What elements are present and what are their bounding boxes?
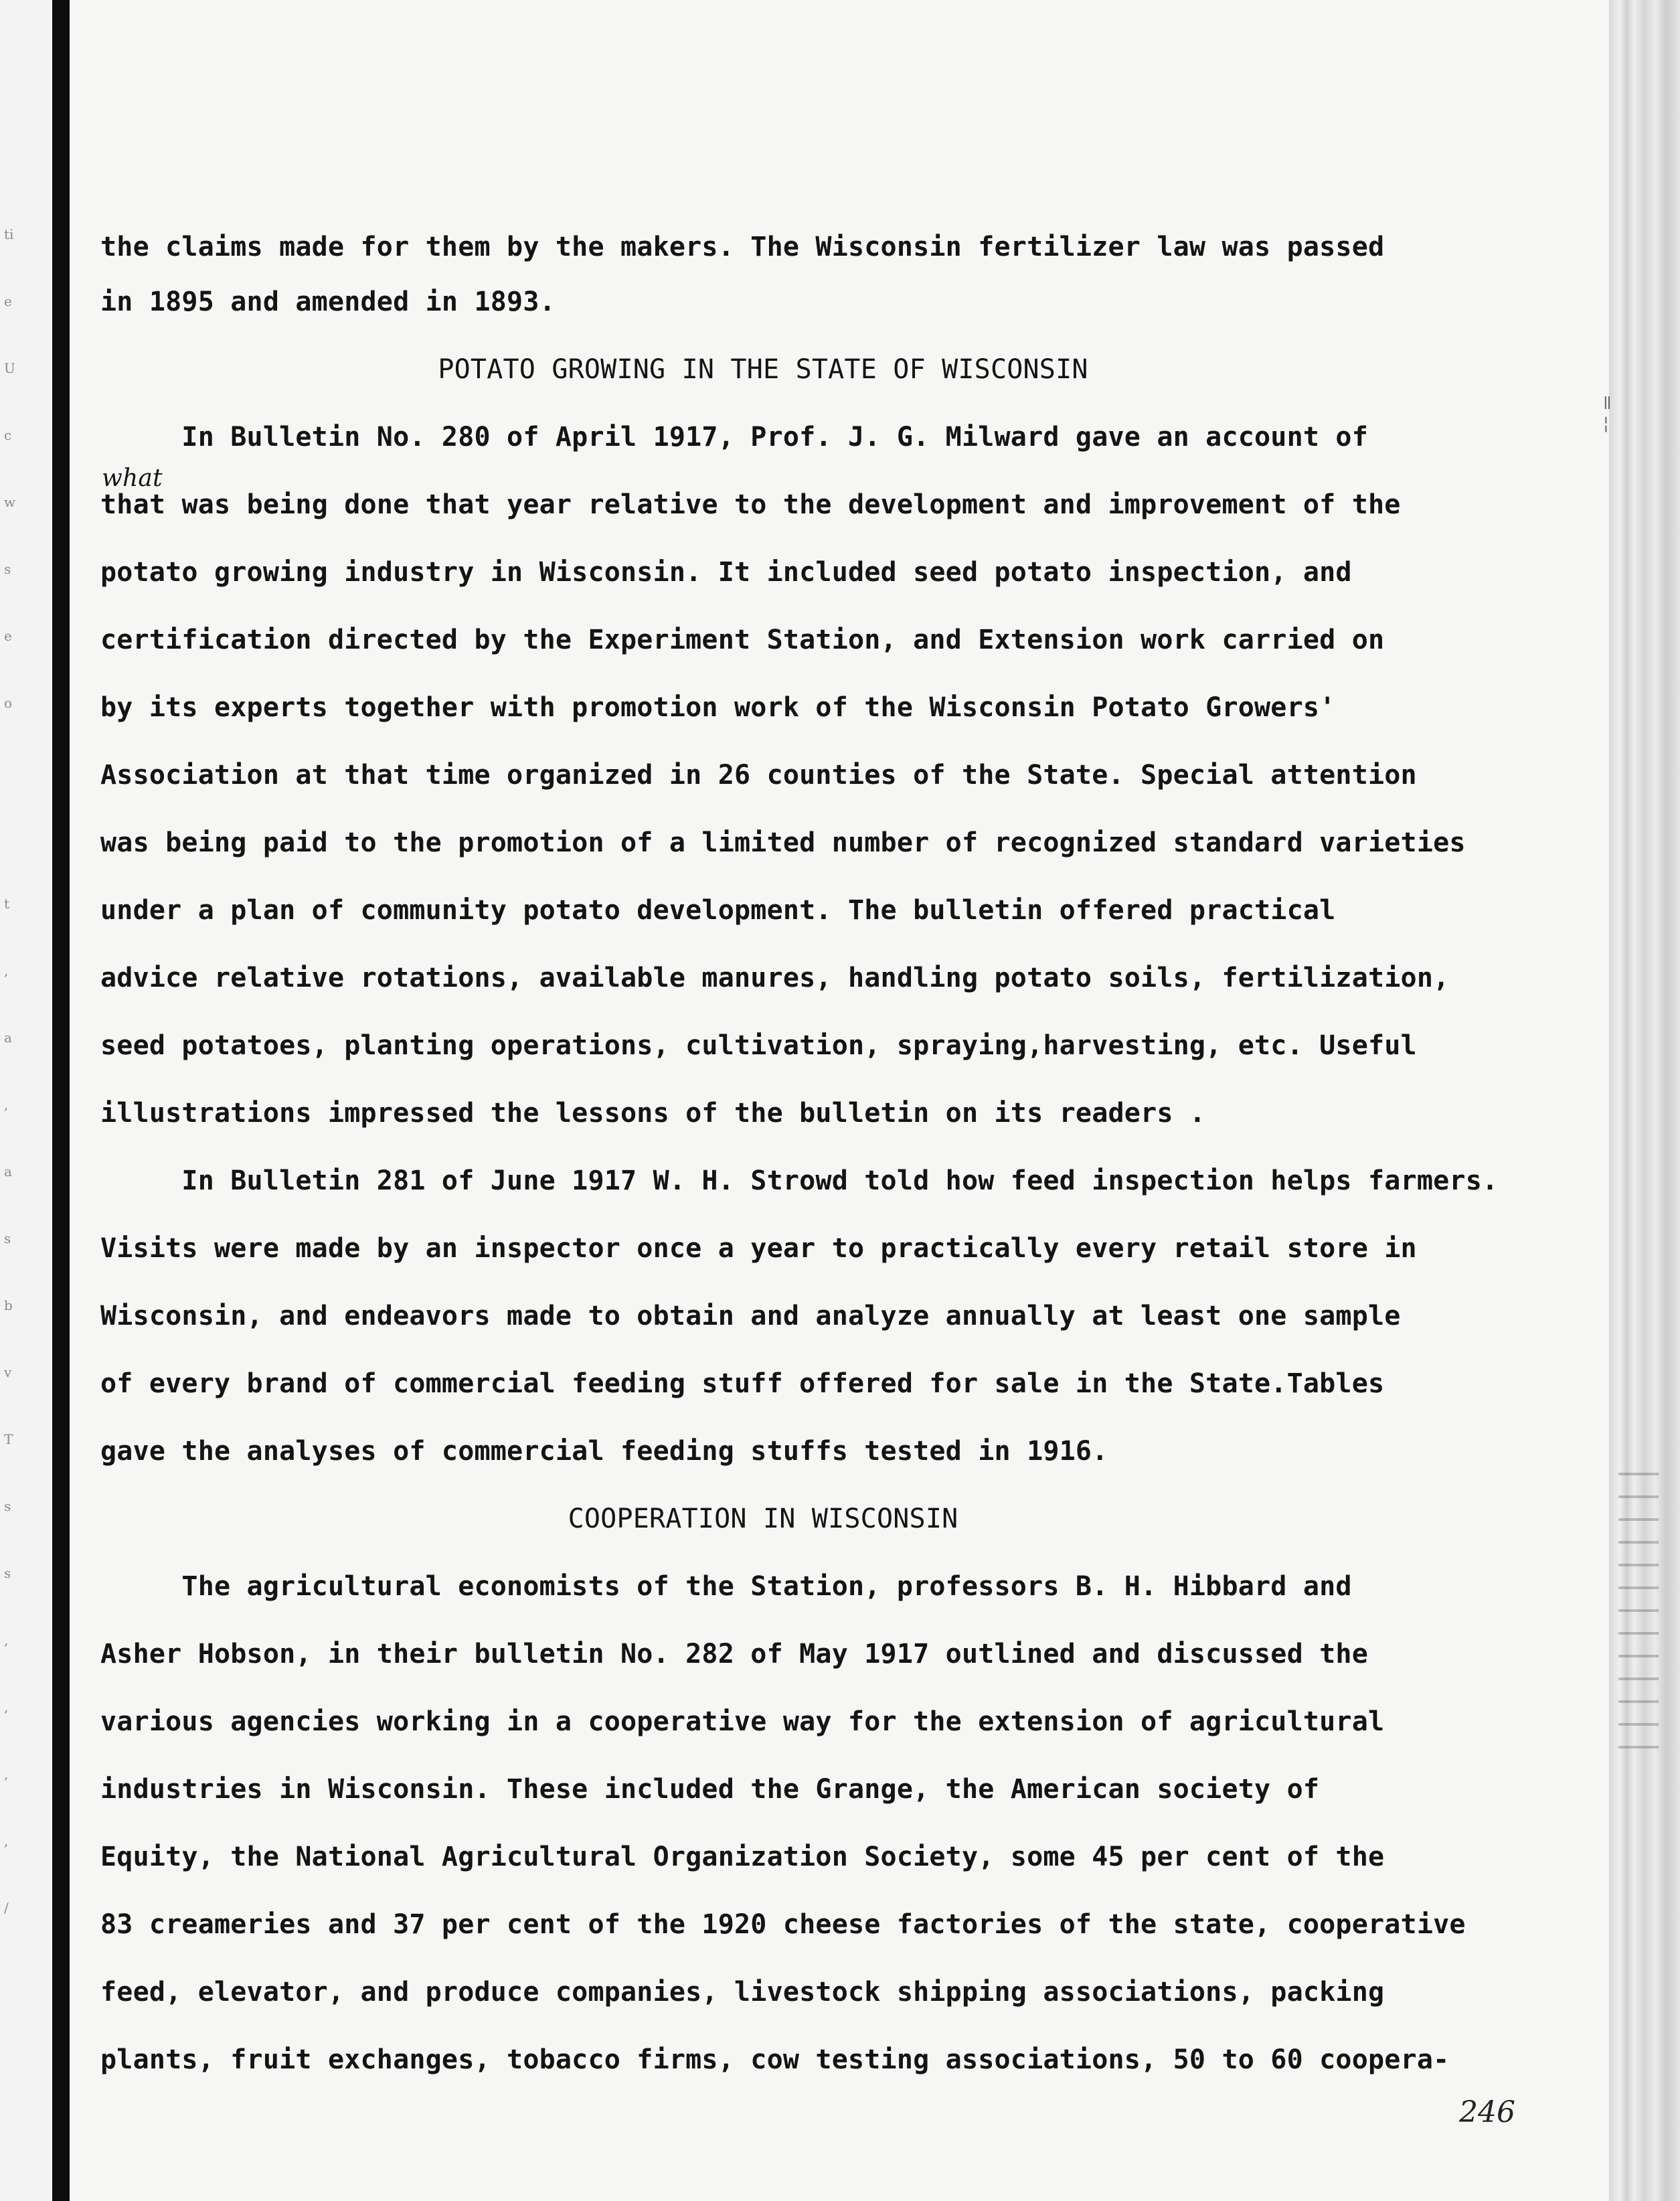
text-line: gave the analyses of commercial feeding stuffs tested in 1916. <box>100 1436 1108 1467</box>
text-line: Asher Hobson, in their bulletin No. 282 of May 1917 outlined and discussed the <box>100 1639 1368 1669</box>
page-edge-stack <box>1609 0 1680 2201</box>
text-line: feed, elevator, and produce companies, livestock shipping associations, packing <box>100 1977 1385 2008</box>
text-line: Visits were made by an inspector once a year to practically every retail store in <box>100 1233 1417 1264</box>
text-line: advice relative rotations, available manures, handling potato soils, fertilization, <box>100 963 1450 993</box>
text-line: the claims made for them by the makers. The Wisconsin fertilizer law was passed <box>100 232 1385 262</box>
section-heading-potato: POTATO GROWING IN THE STATE OF WISCONSIN <box>438 354 1088 385</box>
binding-shadow <box>52 0 70 2201</box>
text-line: seed potatoes, planting operations, cultivation, spraying,harvesting, etc. Useful <box>100 1030 1417 1061</box>
text-line: of every brand of commercial feeding stuff offered for sale in the State.Tables <box>100 1368 1385 1399</box>
handwritten-insertion <box>100 465 166 520</box>
text-line: potato growing industry in Wisconsin. It included seed potato inspection, and <box>100 557 1352 588</box>
text-line: illustrations impressed the lessons of the bulletin on its readers . <box>100 1098 1206 1129</box>
text-line: Wisconsin, and endeavors made to obtain and analyze annually at least one sample <box>100 1301 1401 1331</box>
text-line: industries in Wisconsin. These included the Grange, the American society of <box>100 1774 1320 1805</box>
bleed-through-marks: ti e U c w s e o t , a , a s b v T s s , , , , / <box>4 226 16 1916</box>
text-line: various agencies working in a cooperative way for the extension of agricultural <box>100 1706 1385 1737</box>
text-line-with-insertion <box>100 465 1506 539</box>
scan-left-strip <box>0 0 52 2201</box>
struck-word: that <box>100 489 166 520</box>
text-line: under a plan of community potato development. The bulletin offered practical <box>100 895 1336 926</box>
section-heading-cooperation: COOPERATION IN WISCONSIN <box>568 1503 958 1534</box>
page-body <box>100 201 1506 2094</box>
margin-mark: ǁ ¦ <box>1603 394 1612 434</box>
text-line: by its experts together with promotion work of the Wisconsin Potato Growers' <box>100 692 1336 723</box>
page-edge-marks <box>1618 1473 1659 1767</box>
text-line: 83 creameries and 37 per cent of the 1920 cheese factories of the state, cooperative <box>100 1909 1466 1940</box>
text-line: The agricultural economists of the Station, professors B. H. Hibbard and <box>100 1571 1352 1602</box>
page-number: 246 <box>1459 2095 1515 2129</box>
text-line: certification directed by the Experiment Station, and Extension work carried on <box>100 625 1385 655</box>
text-line: in 1895 and amended in 1893. <box>100 287 556 317</box>
text-line: was being paid to the promotion of a limited number of recognized standard varieties <box>100 827 1466 858</box>
text-line-remainder: was being done that year relative to the development and improvement of the <box>181 489 1401 520</box>
text-line: Equity, the National Agricultural Organization Society, some 45 per cent of the <box>100 1842 1385 1872</box>
text-line: In Bulletin No. 280 of April 1917, Prof. J. G. Milward gave an account of <box>100 422 1368 453</box>
text-line: In Bulletin 281 of June 1917 W. H. Strowd told how feed inspection helps farmers. <box>100 1165 1499 1196</box>
handwritten-word: what <box>102 465 163 492</box>
text-line: Association at that time organized in 26 counties of the State. Special attention <box>100 760 1417 791</box>
text-line: plants, fruit exchanges, tobacco firms, cow testing associations, 50 to 60 coopera- <box>100 2044 1450 2075</box>
